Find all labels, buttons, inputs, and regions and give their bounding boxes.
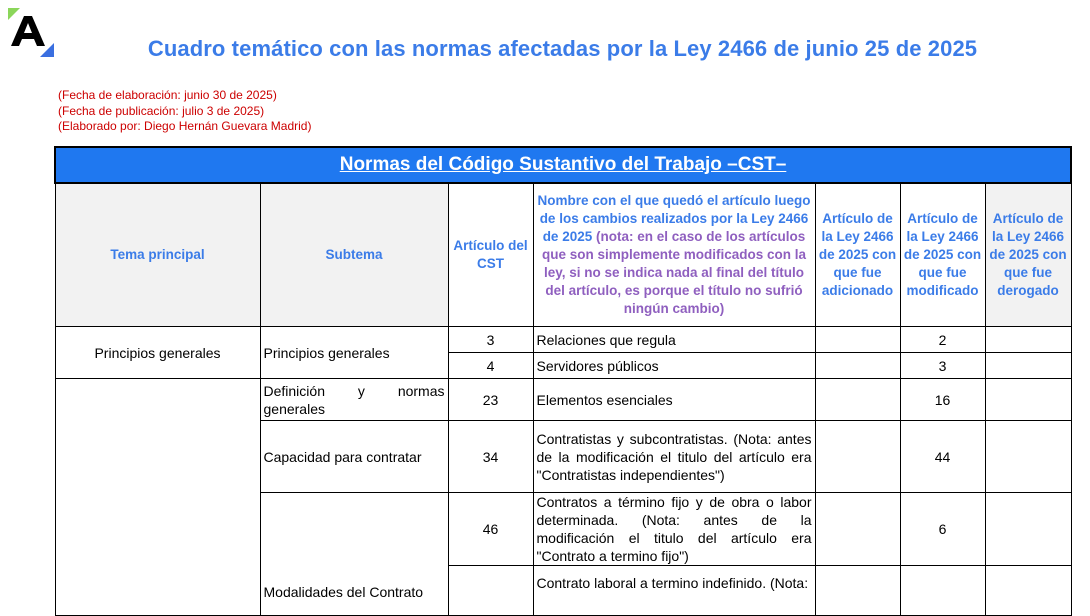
cell-adicionado [815, 421, 900, 493]
cell-modificado: 44 [900, 421, 985, 493]
cell-subtema: Capacidad para contratar [260, 421, 448, 493]
cell-derogado [985, 327, 1071, 353]
cell-subtema: Modalidades del Contrato [260, 493, 448, 616]
cell-adicionado [815, 353, 900, 379]
cell-modificado: 16 [900, 379, 985, 421]
cell-subtema: Principios generales [260, 327, 448, 379]
cell-derogado [985, 493, 1071, 566]
cell-adicionado [815, 379, 900, 421]
cell-adicionado [815, 327, 900, 353]
cell-nombre: Elementos esenciales [533, 379, 815, 421]
cell-modificado: 2 [900, 327, 985, 353]
meta-info [58, 88, 311, 135]
cell-adicionado [815, 566, 900, 616]
header-modificado: Artículo de la Ley 2466 de 2025 con que fue modificado [900, 183, 985, 327]
table-banner: Normas del Código Sustantivo del Trabajo –CST– [55, 147, 1071, 183]
header-articulo: Artículo del CST [448, 183, 533, 327]
cell-nombre: Relaciones que regula [533, 327, 815, 353]
cell-articulo [448, 566, 533, 616]
header-nombre [533, 183, 815, 327]
cell-articulo: 4 [448, 353, 533, 379]
header-tema: Tema principal [55, 183, 260, 327]
cell-nombre: Contratistas y subcontratistas. (Nota: antes de la modificación el titulo del artículo era "Contratistas independientes") [533, 421, 815, 493]
fecha-publicacion: (Fecha de publicación: julio 3 de 2025) [58, 103, 265, 118]
header-nombre-nota: (nota: en el caso de los artículos que son simplemente modificados con la ley, si no se indica nada al final del título del artículo, es porque el título no sufrió ningún cambio) [541, 229, 807, 316]
cell-tema: Principios generales [55, 327, 260, 379]
cell-derogado [985, 353, 1071, 379]
header-derogado: Artículo de la Ley 2466 de 2025 con que fue derogado [985, 183, 1071, 327]
cell-articulo: 34 [448, 421, 533, 493]
cell-derogado [985, 379, 1071, 421]
cell-nombre: Servidores públicos [533, 353, 815, 379]
cell-nombre: Contratos a término fijo y de obra o labor determinada. (Nota: antes de la modificación el titulo del artículo era "Contrato a termino fijo") [533, 493, 815, 566]
header-subtema: Subtema [260, 183, 448, 327]
cell-tema-empty [55, 379, 260, 616]
cell-nombre: Contrato laboral a termino indefinido. (Nota: [533, 566, 815, 616]
cell-adicionado [815, 493, 900, 566]
cell-articulo: 3 [448, 327, 533, 353]
normas-table [54, 146, 1072, 616]
cell-derogado [985, 566, 1071, 616]
fecha-elaboracion: (Fecha de elaboración: junio 30 de 2025) [58, 88, 277, 102]
header-nombre-main: Nombre con el que quedó el artículo luego de los cambios realizados por la Ley 2466 de 2025 [537, 193, 811, 244]
cell-articulo: 46 [448, 493, 533, 566]
cell-derogado [985, 421, 1071, 493]
cell-subtema: Definición y normas generales [260, 379, 448, 421]
cell-modificado: 6 [900, 493, 985, 566]
header-adicionado: Artículo de la Ley 2466 de 2025 con que fue adicionado [815, 183, 900, 327]
elaborado-por: (Elaborado por: Diego Hernán Guevara Madrid) [58, 119, 312, 133]
cell-modificado [900, 566, 985, 616]
page-title: Cuadro temático con las normas afectadas por la Ley 2466 de junio 25 de 2025 [147, 36, 978, 61]
cell-articulo: 23 [448, 379, 533, 421]
cell-modificado: 3 [900, 353, 985, 379]
